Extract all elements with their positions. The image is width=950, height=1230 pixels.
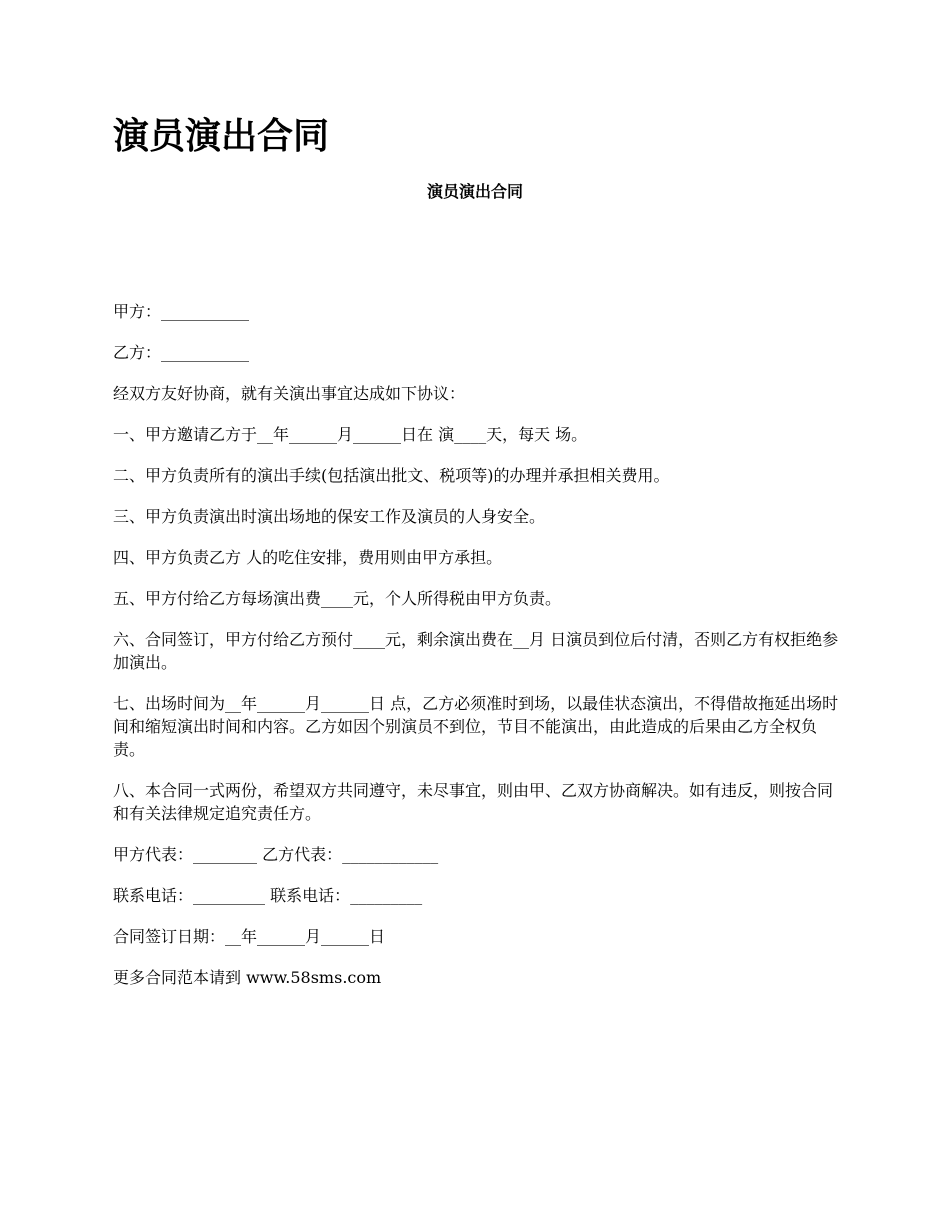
more-templates-line: 更多合同范本请到 www.58sms.com bbox=[113, 968, 382, 987]
clause-4: 四、甲方负责乙方 人的吃住安排，费用则由甲方承担。 bbox=[113, 548, 503, 567]
clause-3: 三、甲方负责演出时演出场地的保安工作及演员的人身安全。 bbox=[113, 507, 546, 526]
signing-date-line: 合同签订日期：__年______月______日 bbox=[113, 927, 386, 946]
clause-6: 六、合同签订，甲方付给乙方预付____元，剩余演出费在__月 日演员到位后付清，否则乙方有权拒绝参加演出。 bbox=[113, 630, 839, 672]
contract-body bbox=[113, 300, 841, 1007]
clause-7: 七、出场时间为__年______月______日 点，乙方必须准时到场，以最佳状态演出，不得借故拖延出场时间和缩短演出时间和内容。乙方如因个别演员不到位，节目不能演出，由此造成的后果由乙方全权负责。 bbox=[113, 694, 839, 759]
clause-8: 八、本合同一式两份，希望双方共同遵守，未尽事宜，则由甲、乙双方协商解决。如有违反，则按合同和有关法律规定追究责任方。 bbox=[113, 781, 834, 823]
clause-2: 二、甲方负责所有的演出手续(包括演出批文、税项等)的办理并承担相关费用。 bbox=[113, 466, 670, 485]
document-title: 演员演出合同 bbox=[113, 115, 330, 157]
representatives-line: 甲方代表：________ 乙方代表：____________ bbox=[113, 845, 439, 864]
document-subtitle: 演员演出合同 bbox=[426, 182, 523, 201]
phone-line: 联系电话：_________ 联系电话：_________ bbox=[113, 886, 423, 905]
party-a-line: 甲方：___________ bbox=[113, 302, 250, 321]
party-b-line: 乙方：___________ bbox=[113, 343, 250, 362]
clause-5: 五、甲方付给乙方每场演出费____元，个人所得税由甲方负责。 bbox=[113, 589, 562, 608]
clause-1: 一、甲方邀请乙方于__年______月______日在 演____天，每天 场。 bbox=[113, 425, 588, 444]
agreement-intro: 经双方友好协商，就有关演出事宜达成如下协议： bbox=[113, 384, 466, 403]
